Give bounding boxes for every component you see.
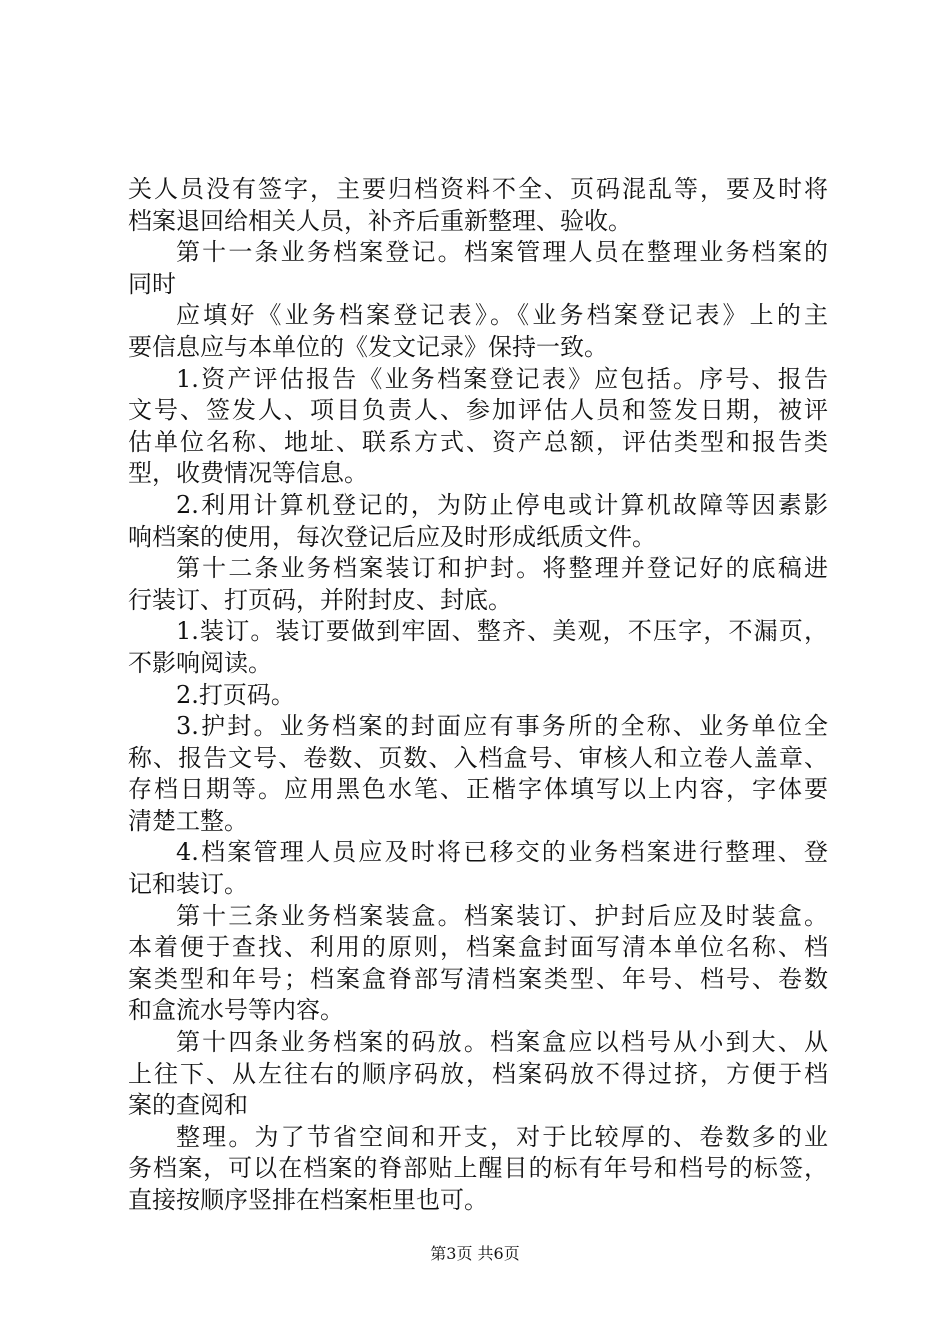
text-line: 档案退回给相关人员，补齐后重新整理、验收。	[128, 206, 632, 235]
page-number-footer: 第3页 共6页	[430, 1244, 520, 1263]
text-line: 第十一条业务档案登记。档案管理人员在整理业务档案的	[176, 238, 828, 267]
text-line: 案的查阅和	[128, 1091, 248, 1120]
text-line: 响档案的使用，每次登记后应及时形成纸质文件。	[128, 522, 656, 551]
text-line: 务档案，可以在档案的脊部贴上醒目的标有年号和档号的标签，	[128, 1154, 828, 1183]
text-line: 整理。为了节省空间和开支，对于比较厚的、卷数多的业	[176, 1122, 828, 1151]
text-line: 2.打页码。	[176, 680, 295, 709]
text-line: 3.护封。业务档案的封面应有事务所的全称、业务单位全	[176, 712, 828, 741]
text-line: 文号、签发人、项目负责人、参加评估人员和签发日期，被评	[128, 396, 828, 425]
text-line: 和盒流水号等内容。	[128, 996, 344, 1025]
text-line: 案类型和年号；档案盒脊部写清档案类型、年号、档号、卷数	[128, 964, 828, 993]
text-line: 型，收费情况等信息。	[128, 459, 368, 488]
text-line: 关人员没有签字，主要归档资料不全、页码混乱等，要及时将	[128, 175, 828, 203]
document-body	[128, 174, 828, 1217]
text-line: 称、报告文号、卷数、页数、入档盒号、审核人和立卷人盖章、	[128, 743, 828, 772]
text-line: 2.利用计算机登记的，为防止停电或计算机故障等因素影	[176, 490, 828, 519]
text-line: 记和装订。	[128, 870, 248, 899]
text-line: 第十三条业务档案装盒。档案装订、护封后应及时装盒。	[176, 901, 828, 930]
text-line: 上往下、从左往右的顺序码放，档案码放不得过挤，方便于档	[128, 1059, 828, 1088]
text-line: 直接按顺序竖排在档案柜里也可。	[128, 1186, 488, 1214]
text-line: 应填好《业务档案登记表》。《业务档案登记表》上的主	[176, 301, 828, 330]
text-line: 第十四条业务档案的码放。档案盒应以档号从小到大、从	[176, 1028, 828, 1057]
text-line: 要信息应与本单位的《发文记录》保持一致。	[128, 332, 608, 361]
text-line: 不影响阅读。	[128, 648, 272, 677]
text-line: 第十二条业务档案装订和护封。将整理并登记好的底稿进	[176, 554, 828, 583]
text-line: 同时	[128, 269, 176, 298]
text-line: 1.装订。装订要做到牢固、整齐、美观，不压字，不漏页，	[176, 617, 828, 646]
text-line: 清楚工整。	[128, 806, 248, 835]
text-line: 行装订、打页码，并附封皮、封底。	[128, 585, 512, 614]
text-line: 本着便于查找、利用的原则，档案盒封面写清本单位名称、档	[128, 933, 828, 962]
text-line: 1.资产评估报告《业务档案登记表》应包括。序号、报告	[176, 364, 828, 393]
text-line: 存档日期等。应用黑色水笔、正楷字体填写以上内容，字体要	[128, 775, 828, 804]
text-line: 估单位名称、地址、联系方式、资产总额，评估类型和报告类	[128, 427, 828, 456]
text-line: 4.档案管理人员应及时将已移交的业务档案进行整理、登	[176, 838, 828, 867]
